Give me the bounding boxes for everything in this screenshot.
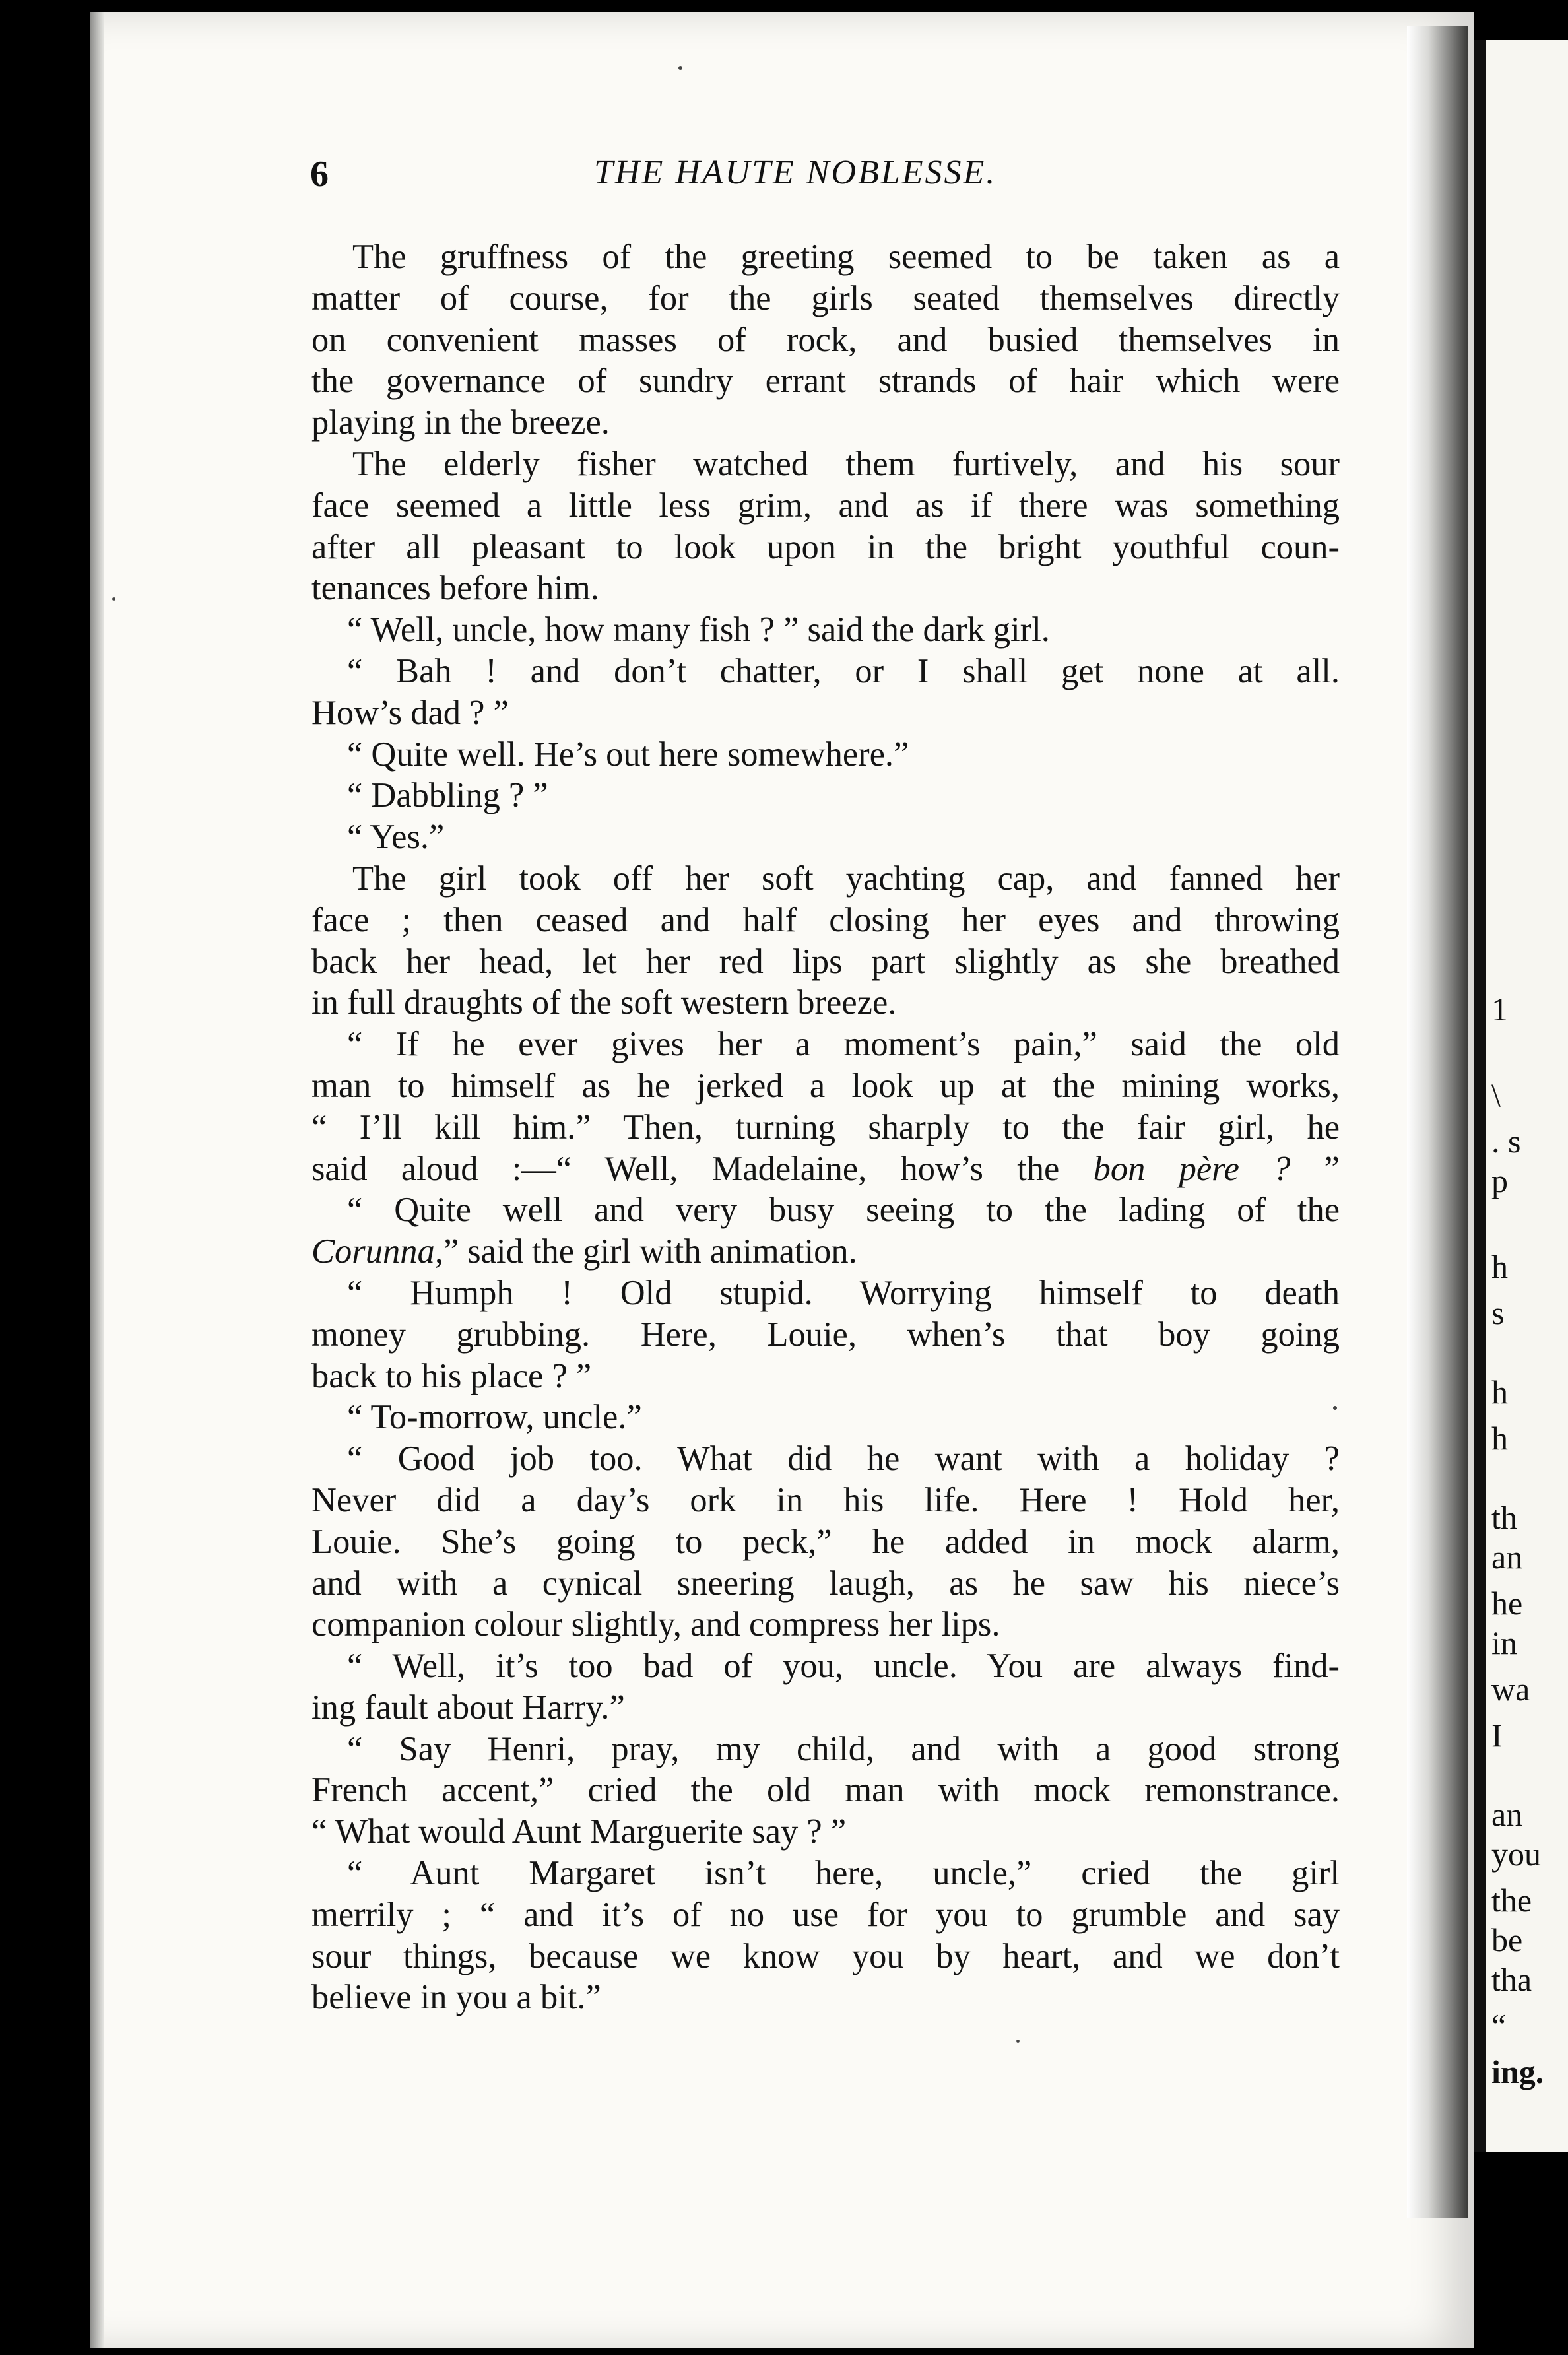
text-line: sour things, because we know you by heart, and we don’t: [311, 1937, 1340, 1975]
text-line: in full draughts of the soft western breeze.: [311, 983, 897, 1022]
text-run: ”: [1290, 1149, 1340, 1188]
text-line: tenances before him.: [311, 569, 599, 608]
facing-fragment: I: [1491, 1717, 1503, 1754]
facing-fragment: h: [1491, 1374, 1508, 1410]
text-line: companion colour slightly, and compress her lips.: [311, 1605, 1000, 1644]
scan-speck: [1016, 2040, 1020, 2043]
text-line: “ Quite well and very busy seeing to the lading of the: [347, 1191, 1340, 1230]
facing-fragment: ing.: [1491, 2053, 1544, 2090]
text-line: The gruffness of the greeting seemed to be taken as a: [352, 238, 1340, 276]
text-line: French accent,” cried the old man with mock remonstrance.: [311, 1771, 1340, 1810]
text-line: “ Aunt Margaret isn’t here, uncle,” cried the girl: [347, 1854, 1340, 1893]
facing-fragment: tha: [1491, 1961, 1532, 1998]
text-line: playing in the breeze.: [311, 403, 610, 442]
facing-fragment: p: [1491, 1162, 1508, 1199]
italic-phrase: bon père ?: [1093, 1149, 1291, 1188]
running-title: THE HAUTE NOBLESSE.: [594, 154, 997, 191]
facing-fragment: you: [1491, 1836, 1541, 1873]
text-line: back to his place ? ”: [311, 1356, 592, 1395]
text-run: ” said the girl with animation.: [443, 1232, 857, 1271]
facing-fragment: wa: [1491, 1671, 1530, 1708]
running-header: [310, 153, 1340, 206]
text-block-b: [311, 1273, 1340, 2018]
text-line: merrily ; “ and it’s of no use for you to grumble and say: [311, 1895, 1340, 1934]
text-run: said aloud :—“ Well, Madelaine, how’s the: [311, 1149, 1094, 1188]
facing-fragment: 1: [1491, 991, 1508, 1028]
text-line: “ Good job too. What did he want with a holiday ?: [347, 1440, 1340, 1478]
text-line: “ Humph ! Old stupid. Worrying himself to death: [347, 1273, 1340, 1312]
facing-fragment: h: [1491, 1248, 1508, 1285]
book-gutter: [1407, 26, 1468, 2218]
text-line: face ; then ceased and half closing her eyes and throwing: [311, 900, 1340, 939]
facing-fragment: in: [1491, 1624, 1517, 1661]
text-line: “ Say Henri, pray, my child, and with a good strong: [347, 1729, 1340, 1768]
text-line: man to himself as he jerked a look up at the mining works,: [311, 1066, 1340, 1105]
text-line: “ Quite well. He’s out here somewhere.”: [347, 735, 909, 774]
facing-fragment: h: [1491, 1420, 1508, 1457]
text-line: The elderly fisher watched them furtively, and his sour: [352, 444, 1340, 483]
text-line: [311, 1148, 1340, 1190]
facing-fragment: the: [1491, 1882, 1532, 1919]
text-line: back her head, let her red lips part slightly as she breathed: [311, 942, 1340, 981]
body-text: [311, 236, 1340, 2018]
text-line: How’s dad ? ”: [311, 693, 509, 732]
text-line: “ To-morrow, uncle.”: [347, 1398, 642, 1437]
text-line: Never did a day’s ork in his life. Here ! Hold her,: [311, 1480, 1340, 1519]
page-edge: [90, 12, 104, 2348]
text-block-a: [311, 236, 1340, 1148]
text-line: ing fault about Harry.”: [311, 1688, 625, 1727]
text-line: “ I’ll kill him.” Then, turning sharply to the fair girl, he: [311, 1108, 1340, 1146]
text-line: [311, 1231, 1340, 1273]
page-number: 6: [310, 154, 329, 195]
text-line: The girl took off her soft yachting cap, and fanned her: [352, 859, 1340, 898]
facing-fragment: an: [1491, 1539, 1523, 1576]
text-line: “ Well, uncle, how many fish ? ” said the dark girl.: [347, 611, 1050, 649]
scan-speck: [678, 66, 682, 70]
text-line: “ What would Aunt Marguerite say ? ”: [311, 1812, 847, 1851]
text-line: “ Bah ! and don’t chatter, or I shall get none at all.: [347, 651, 1340, 690]
facing-fragment: \: [1491, 1077, 1501, 1113]
scan-speck: [1333, 1406, 1337, 1410]
text-line: after all pleasant to look upon in the bright youthful coun-: [311, 527, 1340, 566]
text-line: “ If he ever gives her a moment’s pain,” said the old: [347, 1025, 1340, 1064]
text-line: believe in you a bit.”: [311, 1978, 601, 2017]
italic-ship-name: Corunna,: [311, 1232, 443, 1271]
facing-fragment: he: [1491, 1585, 1523, 1622]
text-line: “ Well, it’s too bad of you, uncle. You are always find-: [347, 1647, 1340, 1686]
text-line: face seemed a little less grim, and as if there was something: [311, 486, 1340, 525]
text-line: money grubbing. Here, Louie, when’s that boy going: [311, 1315, 1340, 1354]
facing-fragment: . s: [1491, 1123, 1521, 1160]
facing-fragment: be: [1491, 1921, 1523, 1958]
facing-fragment: th: [1491, 1499, 1517, 1536]
text-line: and with a cynical sneering laugh, as he saw his niece’s: [311, 1564, 1340, 1603]
facing-fragment: “: [1491, 2007, 1507, 2044]
text-line: on convenient masses of rock, and busied themselves in: [311, 320, 1340, 359]
facing-fragment: an: [1491, 1796, 1523, 1833]
facing-page-fragment: [1474, 40, 1568, 2152]
text-line: “ Dabbling ? ”: [347, 776, 548, 815]
text-line: Louie. She’s going to peck,” he added in mock alarm,: [311, 1522, 1340, 1561]
scan-speck: [112, 597, 115, 601]
text-line: the governance of sundry errant strands of hair which were: [311, 362, 1340, 401]
text-line: matter of course, for the girls seated themselves directly: [311, 279, 1340, 317]
text-line: “ Yes.”: [347, 818, 445, 857]
facing-fragment: s: [1491, 1294, 1505, 1331]
